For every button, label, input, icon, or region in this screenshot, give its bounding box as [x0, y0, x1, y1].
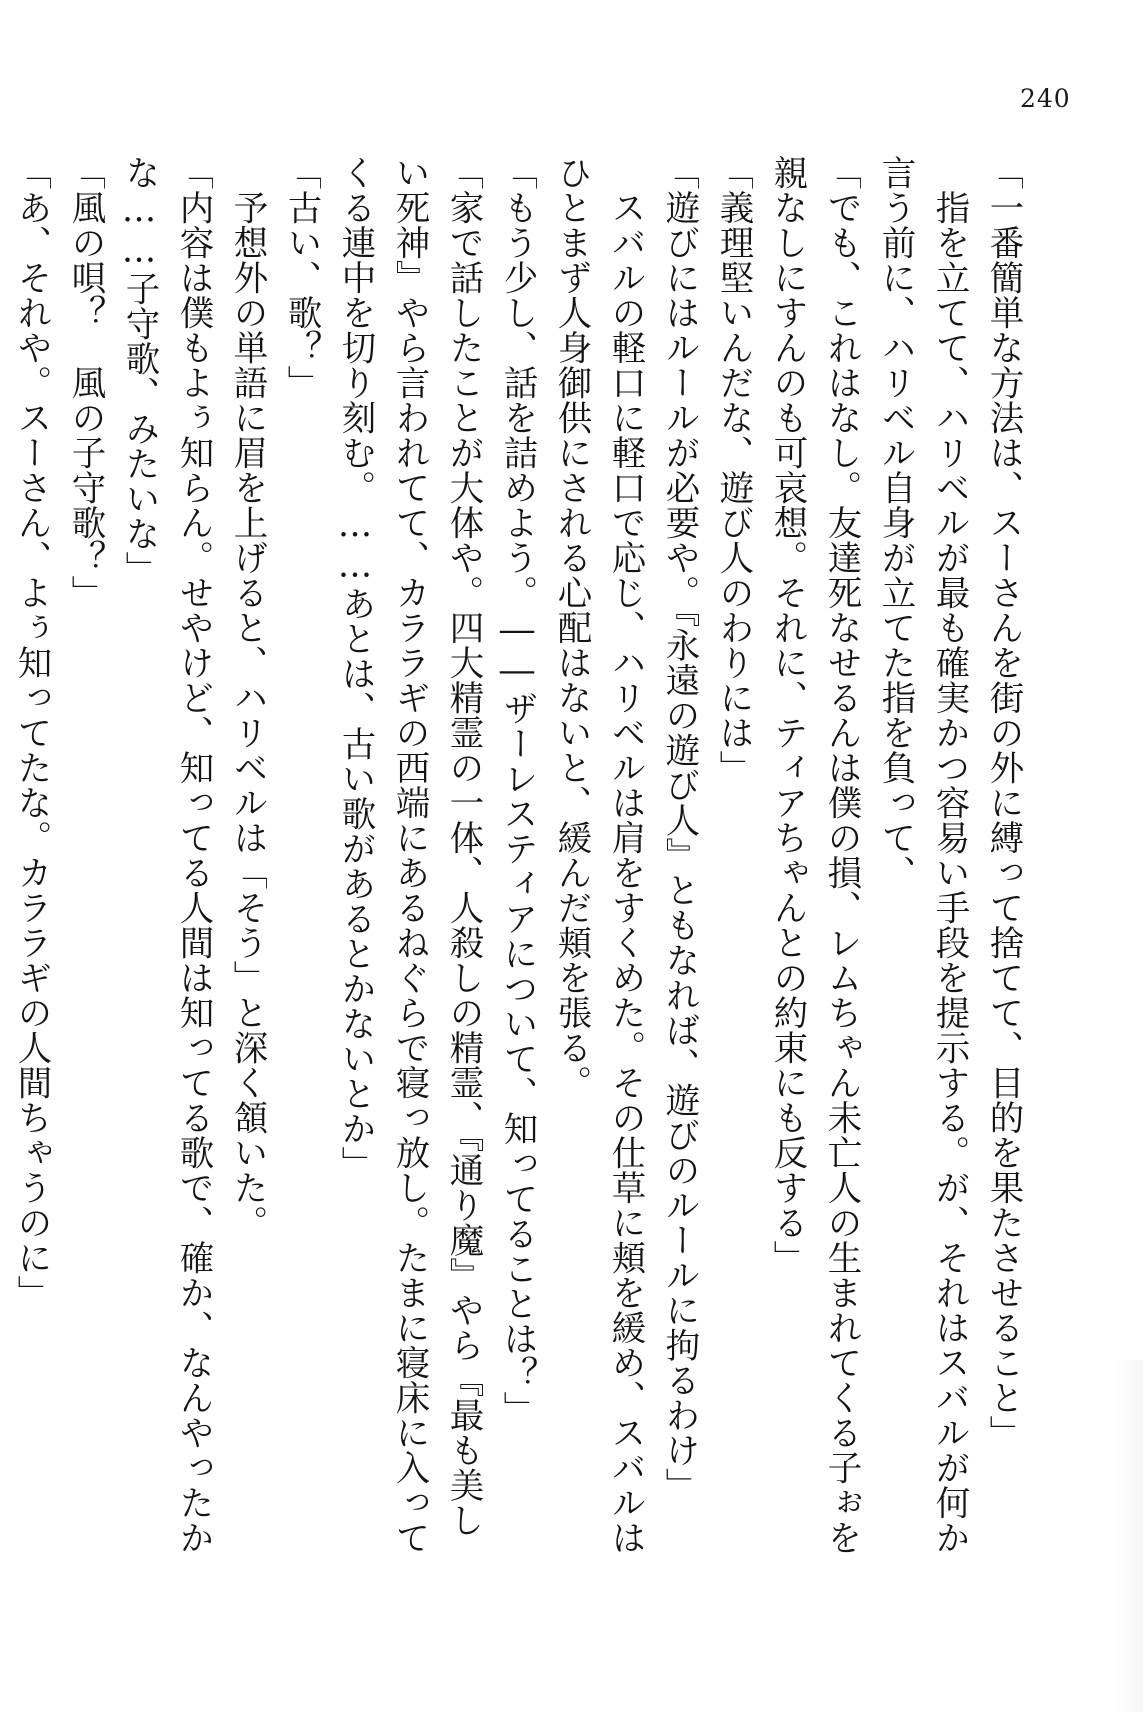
- text-line: 「あ、それや。スーさん、よぅ知ってたな。カララギの人間ちゃうのに」: [11, 155, 51, 1310]
- text-line: 「風の唄？ 風の子守歌？」: [65, 155, 105, 610]
- text-line: 「古い、歌？」: [281, 155, 321, 400]
- text-line: 「内容は僕もよぅ知らん。せやけど、知ってる人間は知ってる歌で、確か、なんやったか: [173, 155, 213, 1555]
- text-line: 「一番簡単な方法は、スーさんを街の外に縛って捨てて、目的を果たさせること」: [983, 155, 1023, 1450]
- text-line: 「義理堅いんだな、遊び人のわりには」: [713, 155, 753, 785]
- text-line: い死神』やら言われてて、カララギの西端にあるねぐらで寝っ放し。たまに寝床に入って: [389, 155, 429, 1555]
- text-line: 予想外の単語に眉を上げると、ハリベルは「そう」と深く頷いた。: [227, 190, 267, 1240]
- text-line: 親なしにすんのも可哀想。それに、ティアちゃんとの約束にも反する」: [767, 155, 807, 1275]
- text-line: 言う前に、ハリベル自身が立てた指を負って、: [875, 155, 915, 890]
- text-line: 「家で話したことが大体や。四大精霊の一体、人殺しの精霊、『通り魔』やら『最も美し: [443, 155, 483, 1538]
- scan-edge-shadow: [1113, 1360, 1143, 1712]
- text-line: 「遊びにはルールが必要や。『永遠の遊び人』ともなれば、遊びのルールに拘るわけ」: [659, 155, 699, 1503]
- text-line: 指を立てて、ハリベルが最も確実かつ容易い手段を提示する。が、それはスバルが何か: [929, 190, 969, 1555]
- text-line: くる連中を切り刻む。……あとは、古い歌があるとかないとか」: [335, 155, 375, 1181]
- text-line: 「でも、これはなし。友達死なせるんは僕の損、レムちゃん未亡人の生まれてくる子ぉを: [821, 155, 861, 1555]
- text-line: 「もう少し、話を詰めよう。――ザーレスティアについて、知ってることは？」: [497, 155, 537, 1426]
- vertical-text-block: [11, 155, 1023, 1605]
- page-number: 240: [1020, 84, 1071, 113]
- text-line: な……子守歌、みたいな」: [119, 155, 159, 586]
- text-line: スバルの軽口に軽口で応じ、ハリベルは肩をすくめた。その仕草に頬を緩め、スバルは: [605, 190, 645, 1555]
- text-line: ひとまず人身御供にされる心配はないと、緩んだ頬を張る。: [551, 155, 591, 1100]
